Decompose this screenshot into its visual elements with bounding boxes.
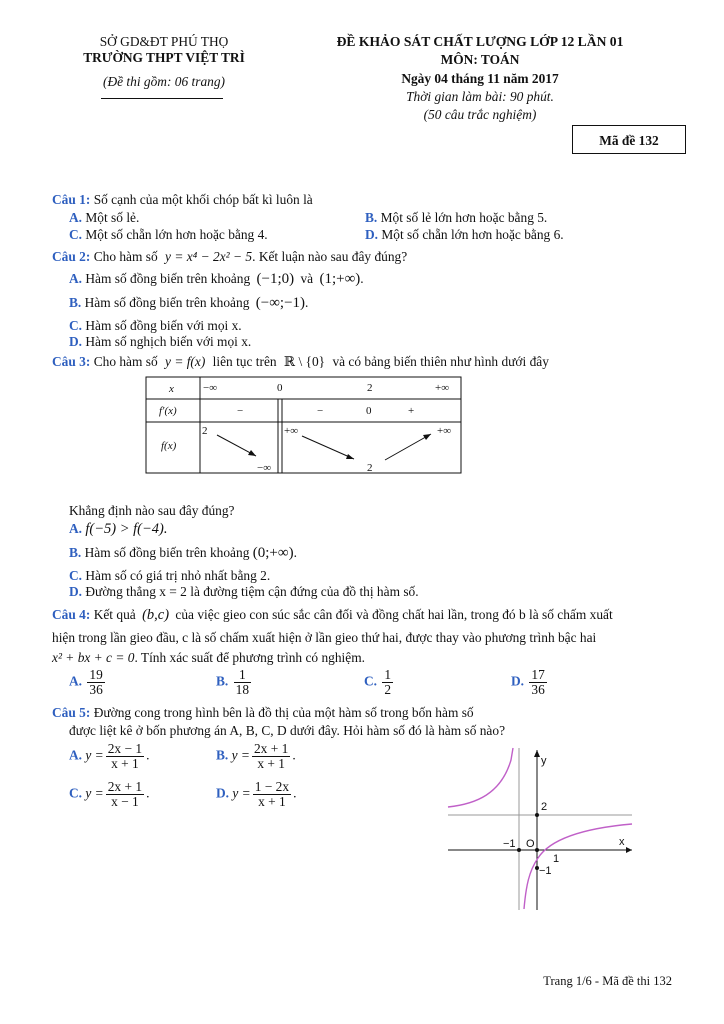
q2-option-d[interactable]: D. Hàm số nghịch biến với mọi x. [69,334,252,349]
table-fprime-sign: − [317,405,324,417]
table-x-label: x [169,383,174,395]
q3-option-b[interactable]: B. Hàm số đồng biến trên khoảng (0;+∞). [69,545,297,561]
tick-label: 1 [553,853,560,865]
question-4: Câu 4: Kết quả (b,c) của việc gieo con súc sắc cân đối và đồng chất hai lần, trong đó b là số chấm xuất [52,607,613,623]
q4-option-b[interactable]: B. $\frac{1}{18}$ [216,667,250,698]
question-5-line2: được liệt kê ở bốn phương án A, B, C, D dưới đây. Hỏi hàm số đó là hàm số nào? [69,723,506,738]
question-1 [52,192,313,208]
tick-label: −1 [539,865,552,877]
q5-option-d[interactable]: D. y = $\frac{1 - 2x}{x + 1}$ . [216,779,297,810]
q4-option-a[interactable]: A. $\frac{19}{36}$ [69,667,103,698]
variation-table [145,376,465,476]
table-x-value: 0 [277,382,283,394]
page-footer: Trang 1/6 - Mã đề thi 132 [543,974,672,988]
q3-option-c[interactable]: C. Hàm số có giá trị nhỏ nhất bằng 2. [69,568,271,583]
question-2: Câu 2: Cho hàm số y = x⁴ − 2x² − 5. Kết luận nào sau đây đúng? [52,249,408,264]
table-f-label: f(x) [161,440,177,452]
question-5: Câu 5: Đường cong trong hình bên là đồ thị của một hàm số trong bốn hàm số [52,705,474,720]
table-f-value: +∞ [284,425,299,437]
page-count: (Đề thi gồm: 06 trang) [103,74,225,89]
table-fprime-label: f′(x) [159,405,177,417]
table-f-value: 2 [367,462,373,474]
curve-left-branch [448,748,513,807]
y-axis-label: y [541,755,547,767]
function-graph [446,746,636,912]
question-label: Câu 1: [52,192,91,207]
exam-code-box: Mã đề 132 [572,125,686,154]
q2-option-a[interactable]: A. Hàm số đồng biến trên khoảng (−1;0) và (1;+∞). [69,271,364,287]
origin-label: O [526,838,535,850]
table-fprime-sign: 0 [366,405,372,417]
q5-option-a[interactable]: A. y = $\frac{2x - 1}{x + 1}$ . [69,741,150,772]
table-fprime-sign: − [237,405,244,417]
question-text: Số cạnh của một khối chóp bất kì luôn là [93,192,313,207]
q1-option-c[interactable]: C. Một số chẵn lớn hơn hoặc bằng 4. [69,227,268,242]
x-axis-label: x [619,836,625,848]
table-fprime-sign: + [408,405,415,417]
q1-option-d[interactable]: D. Một số chẵn lớn hơn hoặc bằng 6. [365,227,564,242]
q2-option-b[interactable]: B. Hàm số đồng biến trên khoảng (−∞;−1). [69,295,309,311]
q1-option-b[interactable]: B. Một số lẻ lớn hơn hoặc bằng 5. [365,210,548,225]
q2-option-c[interactable]: C. Hàm số đồng biến với mọi x. [69,318,242,333]
q5-option-c[interactable]: C. y = $\frac{2x + 1}{x - 1}$ . [69,779,150,810]
exam-title: ĐỀ KHẢO SÁT CHẤT LƯỢNG LỚP 12 LẦN 01 [336,34,624,49]
department: SỞ GD&ĐT PHÚ THỌ [99,34,229,49]
q4-option-d[interactable]: D. $\frac{17}{36}$ [511,667,545,698]
q1-option-a[interactable]: A. Một số lẻ. [69,210,140,225]
exam-date: Ngày 04 tháng 11 năm 2017 [401,71,559,86]
table-f-value: 2 [202,425,208,437]
question-count: (50 câu trắc nghiệm) [423,107,537,122]
table-x-value: 2 [367,382,373,394]
q3-option-d[interactable]: D. Đường thẳng x = 2 là đường tiệm cận đứng của đồ thị hàm số. [69,584,419,599]
exam-duration: Thời gian làm bài: 90 phút. [406,89,554,104]
q5-option-b[interactable]: B. y = $\frac{2x + 1}{x + 1}$ . [216,741,296,772]
function-formula: y = x⁴ − 2x² − 5 [165,249,253,264]
table-f-value: +∞ [437,425,452,437]
header-underline [101,98,223,99]
quadratic-equation: x² + bx + c = 0 [52,650,135,665]
q3-option-a[interactable]: A. f(−5) > f(−4). [69,521,168,537]
tick-label: −1 [503,838,516,850]
question-4-line2: hiện trong lần gieo đầu, c là số chấm xuất hiện ở lần gieo thứ hai, được thay vào phương trình bậc hai [52,630,597,645]
subject: MÔN: TOÁN [440,52,520,67]
q4-option-c[interactable]: C. $\frac{1}{2}$ [364,667,392,698]
table-x-value: −∞ [203,382,218,394]
question-3: Câu 3: Cho hàm số y = f(x) liên tục trên ℝ \ {0} và có bảng biến thiên như hình dưới đây [52,354,549,369]
question-4-line3: x² + bx + c = 0. Tính xác suất để phương trình có nghiệm. [52,650,365,665]
table-x-value: +∞ [435,382,450,394]
q3-prompt: Khẳng định nào sau đây đúng? [69,503,235,518]
tick-label: 2 [541,801,548,813]
table-f-value: −∞ [257,462,272,474]
school-name: TRƯỜNG THPT VIỆT TRÌ [83,50,245,65]
